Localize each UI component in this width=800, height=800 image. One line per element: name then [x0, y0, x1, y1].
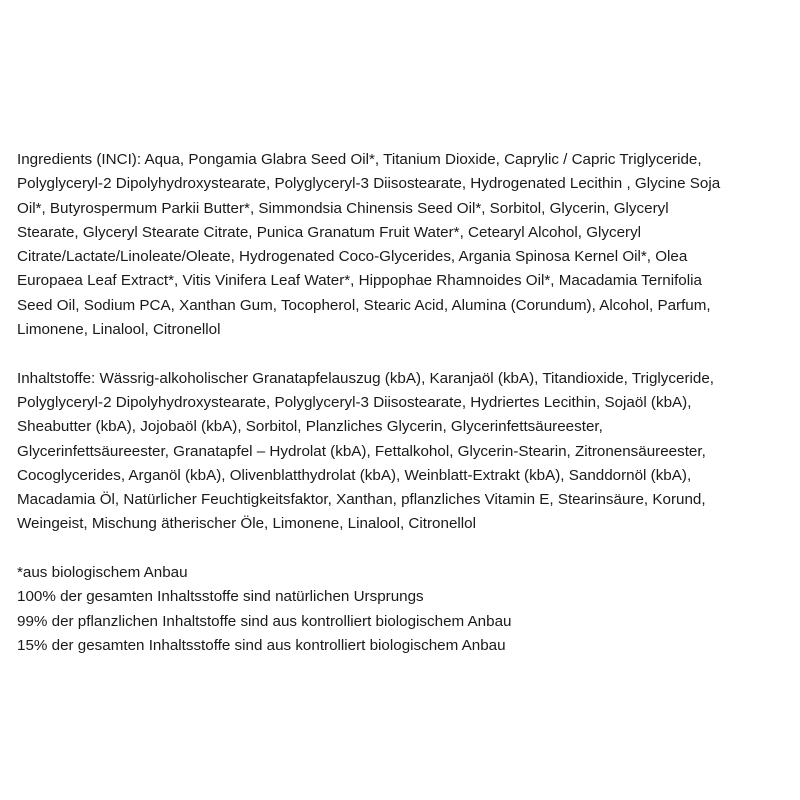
text-line: Oil*, Butyrospermum Parkii Butter*, Simmondsia Chinensis Seed Oil*, Sorbitol, Glycerin, Glyceryl — [17, 199, 669, 217]
german-ingredients-paragraph — [17, 367, 792, 537]
text-line: Macadamia Öl, Natürlicher Feuchtigkeitsfaktor, Xanthan, pflanzliches Vitamin E, Stearinsäure, Korund, — [17, 491, 706, 509]
text-line: Limonene, Linalool, Citronellol — [17, 321, 221, 339]
origin-notes-paragraph — [17, 561, 792, 658]
total-organic-note: 15% der gesamten Inhaltsstoffe sind aus kontrolliert biologischem Anbau — [17, 636, 506, 654]
text-line: Glycerinfettsäureester, Granatapfel – Hydrolat (kbA), Fettalkohol, Glycerin-Stearin, Zitronensäureester, — [17, 442, 706, 460]
ingredients-document — [17, 148, 792, 658]
text-line: Polyglyceryl-2 Dipolyhydroxystearate, Polyglyceryl-3 Diisostearate, Hydrogenated Lecithin , Glycine Soja — [17, 175, 721, 193]
plant-organic-note: 99% der pflanzlichen Inhaltstoffe sind aus kontrolliert biologischem Anbau — [17, 612, 512, 630]
text-line: Europaea Leaf Extract*, Vitis Vinifera Leaf Water*, Hippophae Rhamnoides Oil*, Macadamia Ternifolia — [17, 272, 702, 290]
text-line: Sheabutter (kbA), Jojobaöl (kbA), Sorbitol, Planzliches Glycerin, Glycerinfettsäureester, — [17, 418, 603, 436]
text-line: Ingredients (INCI): Aqua, Pongamia Glabra Seed Oil*, Titanium Dioxide, Caprylic / Capric Triglyceride, — [17, 151, 702, 168]
organic-footnote: *aus biologischem Anbau — [17, 564, 188, 582]
text-line: Weingeist, Mischung ätherischer Öle, Limonene, Linalool, Citronellol — [17, 515, 476, 533]
text-line: Stearate, Glyceryl Stearate Citrate, Punica Granatum Fruit Water*, Cetearyl Alcohol, Glyceryl — [17, 223, 642, 241]
text-line: Polyglyceryl-2 Dipolyhydroxystearate, Polyglyceryl-3 Diisostearate, Hydriertes Lecithin, Sojaöl (kbA), — [17, 393, 692, 411]
natural-origin-note: 100% der gesamten Inhaltsstoffe sind natürlichen Ursprungs — [17, 588, 424, 606]
text-line: Citrate/Lactate/Linoleate/Oleate, Hydrogenated Coco-Glycerides, Argania Spinosa Kernel Oil*, Olea — [17, 248, 688, 266]
text-line: Inhaltstoffe: Wässrig-alkoholischer Granatapfelauszug (kbA), Karanjaöl (kbA), Titandioxide, Triglyceride, — [17, 369, 714, 387]
text-line: Cocoglycerides, Arganöl (kbA), Olivenblatthydrolat (kbA), Weinblatt-Extrakt (kbA), Sanddornöl (kbA), — [17, 466, 692, 484]
inci-ingredients-paragraph — [17, 148, 792, 342]
text-line: Seed Oil, Sodium PCA, Xanthan Gum, Tocopherol, Stearic Acid, Alumina (Corundum), Alcohol, Parfum, — [17, 296, 711, 314]
